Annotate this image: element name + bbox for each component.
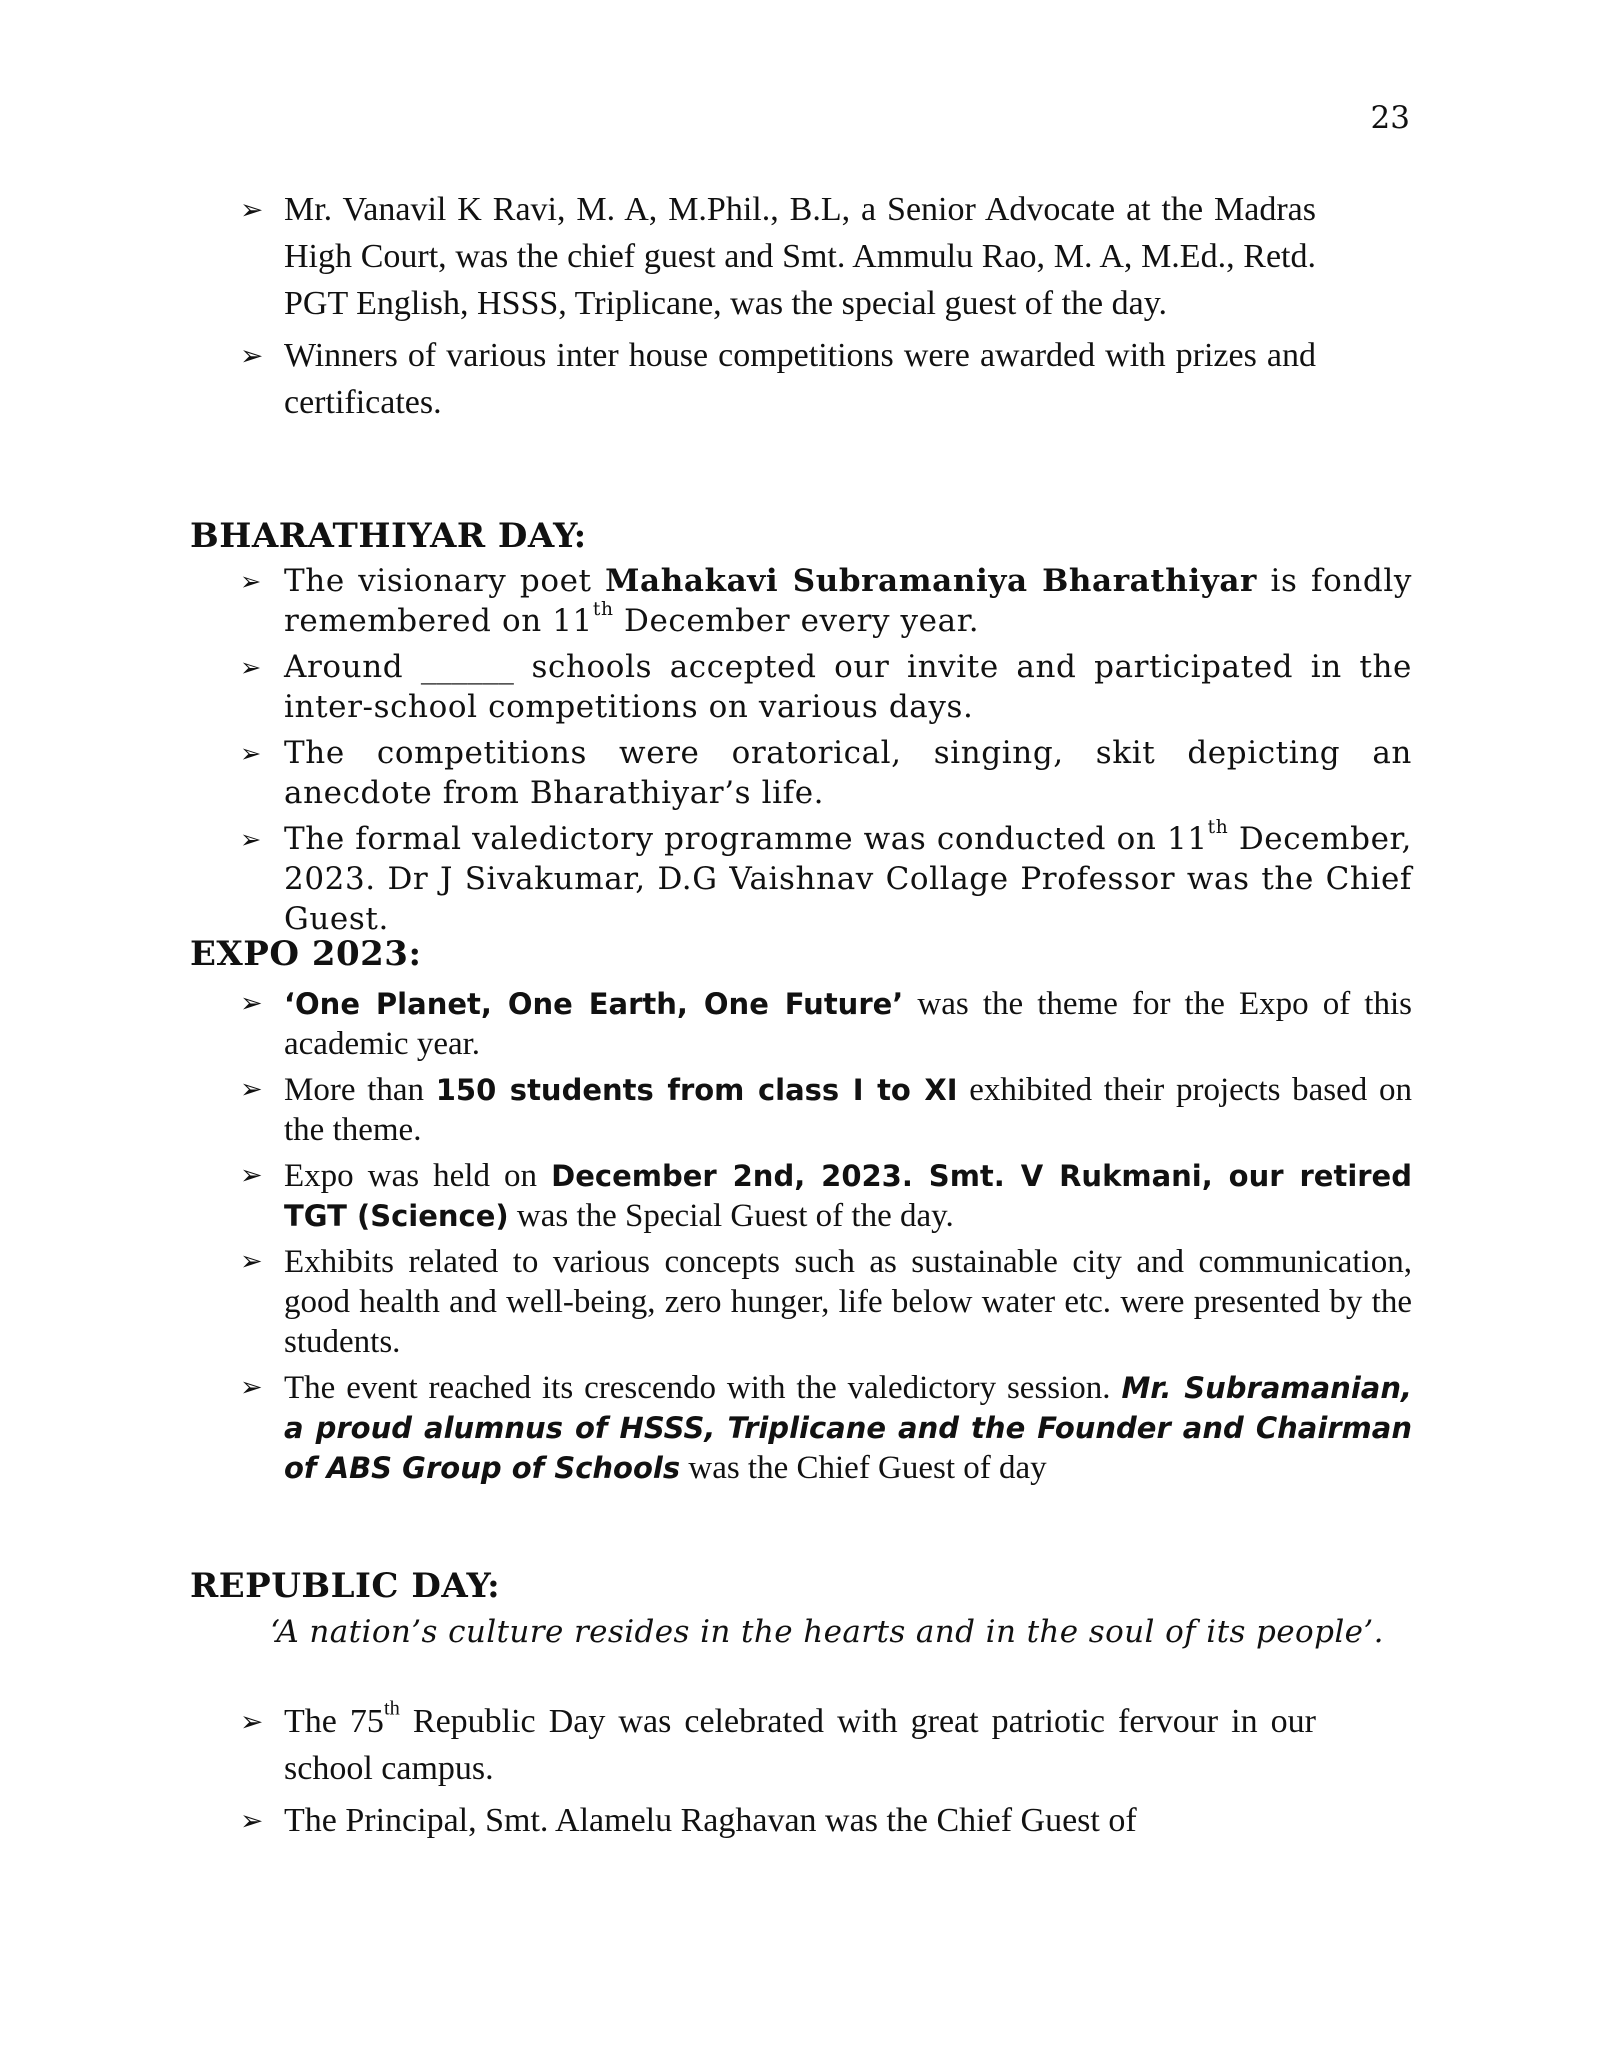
list-item: ➢ The competitions were oratorical, singing, skit depicting an anecdote from Bharathiyar’s life. bbox=[240, 735, 1412, 811]
page-number: 23 bbox=[1370, 100, 1410, 136]
arrow-bullet-icon: ➢ bbox=[240, 1705, 264, 1738]
list-item: ➢ Winners of various inter house competitions were awarded with prizes and certificates. bbox=[190, 332, 1316, 426]
list-item: ➢ Around ______ schools accepted our invite and participated in the inter-school competitions on various days. bbox=[240, 649, 1412, 725]
arrow-bullet-icon: ➢ bbox=[240, 652, 262, 682]
arrow-bullet-icon: ➢ bbox=[240, 824, 262, 854]
expo-list bbox=[190, 984, 1412, 1488]
arrow-bullet-icon: ➢ bbox=[240, 1372, 263, 1403]
list-item: ➢ ‘One Planet, One Earth, One Future’ was the theme for the Expo of this academic year. bbox=[240, 986, 1412, 1062]
bharathiyar-list bbox=[190, 561, 1412, 939]
intro-section bbox=[190, 186, 1316, 431]
arrow-bullet-icon: ➢ bbox=[240, 339, 264, 372]
section-heading-bharathiyar: BHARATHIYAR DAY: bbox=[190, 516, 587, 556]
list-item: ➢ The formal valedictory programme was conducted on 11th December, 2023. Dr J Sivakumar, D.G Vaishnav Collage Professor was the Chief Guest. bbox=[240, 817, 1412, 937]
arrow-bullet-icon: ➢ bbox=[240, 738, 262, 768]
quote: ‘A nation’s culture resides in the hearts and in the soul of its people’. bbox=[270, 1614, 1384, 1650]
list-item: ➢ Mr. Vanavil K Ravi, M. A, M.Phil., B.L, a Senior Advocate at the Madras High Court, was the chief guest and Smt. Ammulu Rao, M. A, M.Ed., Retd. PGT English, HSSS, Triplicane, was the special guest of the day. bbox=[190, 186, 1316, 327]
arrow-bullet-icon: ➢ bbox=[240, 1074, 263, 1105]
section-heading-republic: REPUBLIC DAY: bbox=[190, 1566, 501, 1606]
list-item: ➢ The 75th Republic Day was celebrated with great patriotic fervour in our school campus. bbox=[240, 1697, 1317, 1787]
arrow-bullet-icon: ➢ bbox=[240, 193, 264, 226]
list-item: ➢ The visionary poet Mahakavi Subramaniya Bharathiyar is fondly remembered on 11th December every year. bbox=[240, 563, 1412, 639]
intro-list bbox=[190, 186, 1316, 426]
fill-in-blank: ______ bbox=[420, 649, 514, 685]
list-item: ➢ Exhibits related to various concepts such as sustainable city and communication, good health and well-being, zero hunger, life below water etc. were presented by the students. bbox=[240, 1244, 1412, 1360]
arrow-bullet-icon: ➢ bbox=[240, 1160, 263, 1191]
bharathiyar-section bbox=[190, 561, 1412, 945]
arrow-bullet-icon: ➢ bbox=[240, 1246, 263, 1277]
list-item: ➢ More than 150 students from class I to XI exhibited their projects based on the theme. bbox=[240, 1072, 1413, 1148]
expo-section bbox=[190, 984, 1412, 1494]
list-item: ➢ The event reached its crescendo with the valedictory session. Mr. Subramanian, a proud alumnus of HSSS, Triplicane and the Founder and Chairman of ABS Group of Schools was the Chief Guest of day bbox=[240, 1370, 1412, 1486]
arrow-bullet-icon: ➢ bbox=[240, 566, 262, 596]
arrow-bullet-icon: ➢ bbox=[240, 988, 263, 1019]
republic-section bbox=[190, 1698, 1316, 1849]
arrow-bullet-icon: ➢ bbox=[240, 1804, 264, 1837]
republic-list bbox=[190, 1698, 1316, 1844]
list-item: ➢ The Principal, Smt. Alamelu Raghavan was the Chief Guest of bbox=[190, 1797, 1316, 1844]
section-heading-expo: EXPO 2023: bbox=[190, 934, 422, 974]
list-item: ➢ Expo was held on December 2nd, 2023. Smt. V Rukmani, our retired TGT (Science) was the Special Guest of the day. bbox=[240, 1158, 1412, 1234]
